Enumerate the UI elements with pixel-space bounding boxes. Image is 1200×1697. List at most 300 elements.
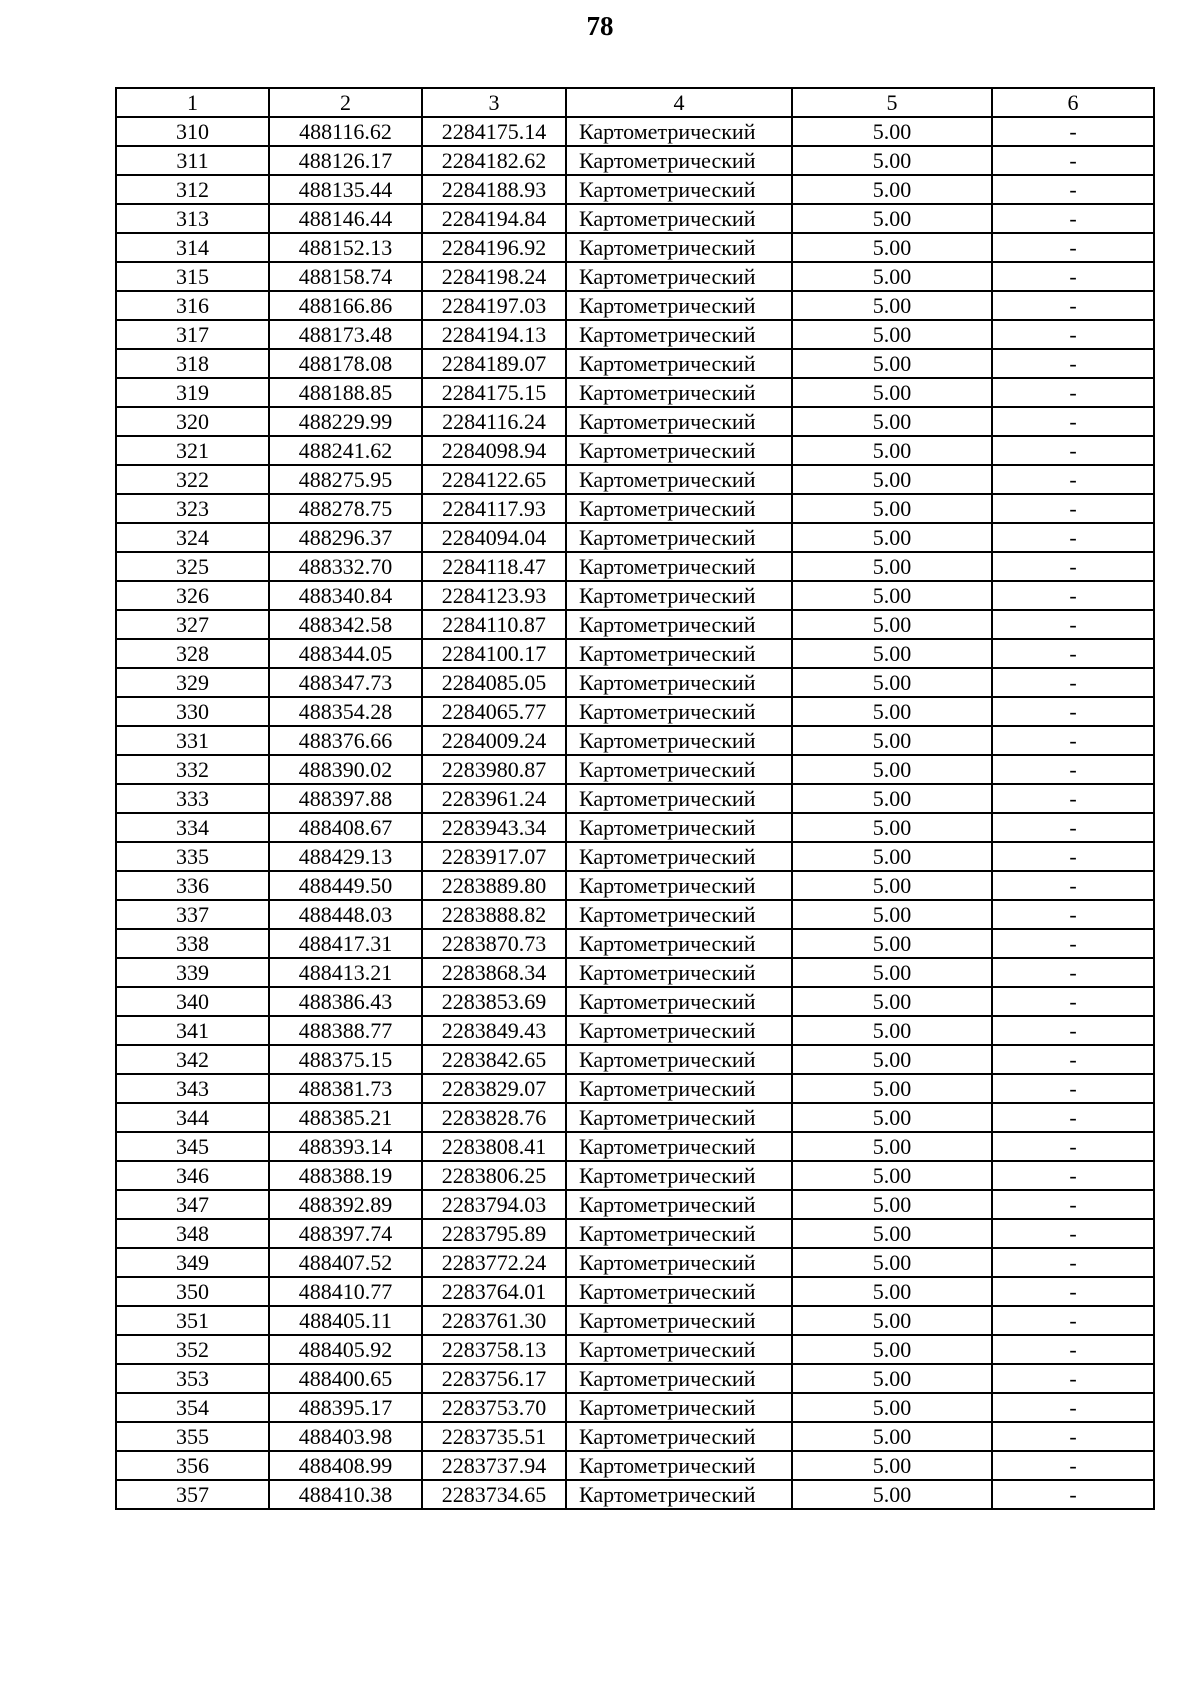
point-number-cell: 319 [116, 378, 269, 407]
x-coordinate-cell: 488392.89 [269, 1190, 422, 1219]
note-cell: - [992, 552, 1154, 581]
accuracy-cell: 5.00 [792, 900, 992, 929]
point-number-cell: 356 [116, 1451, 269, 1480]
note-cell: - [992, 1016, 1154, 1045]
method-cell: Картометрический [566, 1074, 792, 1103]
table-row [116, 755, 1154, 784]
y-coordinate-cell: 2283761.30 [422, 1306, 566, 1335]
method-cell: Картометрический [566, 1045, 792, 1074]
note-cell: - [992, 494, 1154, 523]
point-number-cell: 328 [116, 639, 269, 668]
y-coordinate-cell: 2284098.94 [422, 436, 566, 465]
accuracy-cell: 5.00 [792, 697, 992, 726]
accuracy-cell: 5.00 [792, 349, 992, 378]
point-number-cell: 336 [116, 871, 269, 900]
table-row [116, 175, 1154, 204]
accuracy-cell: 5.00 [792, 117, 992, 146]
note-cell: - [992, 581, 1154, 610]
note-cell: - [992, 146, 1154, 175]
accuracy-cell: 5.00 [792, 291, 992, 320]
y-coordinate-cell: 2283753.70 [422, 1393, 566, 1422]
accuracy-cell: 5.00 [792, 1277, 992, 1306]
accuracy-cell: 5.00 [792, 465, 992, 494]
x-coordinate-cell: 488173.48 [269, 320, 422, 349]
table-row [116, 1016, 1154, 1045]
x-coordinate-cell: 488188.85 [269, 378, 422, 407]
accuracy-cell: 5.00 [792, 146, 992, 175]
accuracy-cell: 5.00 [792, 204, 992, 233]
point-number-cell: 350 [116, 1277, 269, 1306]
x-coordinate-cell: 488278.75 [269, 494, 422, 523]
accuracy-cell: 5.00 [792, 958, 992, 987]
table-row [116, 726, 1154, 755]
x-coordinate-cell: 488342.58 [269, 610, 422, 639]
method-cell: Картометрический [566, 900, 792, 929]
y-coordinate-cell: 2283943.34 [422, 813, 566, 842]
accuracy-cell: 5.00 [792, 407, 992, 436]
point-number-cell: 333 [116, 784, 269, 813]
note-cell: - [992, 929, 1154, 958]
table-row [116, 1306, 1154, 1335]
method-cell: Картометрический [566, 668, 792, 697]
accuracy-cell: 5.00 [792, 320, 992, 349]
x-coordinate-cell: 488408.99 [269, 1451, 422, 1480]
table-row [116, 813, 1154, 842]
table-row [116, 233, 1154, 262]
y-coordinate-cell: 2284122.65 [422, 465, 566, 494]
method-cell: Картометрический [566, 552, 792, 581]
x-coordinate-cell: 488340.84 [269, 581, 422, 610]
point-number-cell: 326 [116, 581, 269, 610]
point-number-cell: 311 [116, 146, 269, 175]
y-coordinate-cell: 2284116.24 [422, 407, 566, 436]
method-cell: Картометрический [566, 958, 792, 987]
y-coordinate-cell: 2284175.15 [422, 378, 566, 407]
note-cell: - [992, 871, 1154, 900]
note-cell: - [992, 755, 1154, 784]
point-number-cell: 317 [116, 320, 269, 349]
y-coordinate-cell: 2283917.07 [422, 842, 566, 871]
x-coordinate-cell: 488407.52 [269, 1248, 422, 1277]
table-row [116, 1335, 1154, 1364]
accuracy-cell: 5.00 [792, 436, 992, 465]
y-coordinate-cell: 2284188.93 [422, 175, 566, 204]
note-cell: - [992, 1451, 1154, 1480]
note-cell: - [992, 1045, 1154, 1074]
x-coordinate-cell: 488354.28 [269, 697, 422, 726]
x-coordinate-cell: 488296.37 [269, 523, 422, 552]
table-row [116, 146, 1154, 175]
x-coordinate-cell: 488388.77 [269, 1016, 422, 1045]
x-coordinate-cell: 488405.11 [269, 1306, 422, 1335]
y-coordinate-cell: 2283868.34 [422, 958, 566, 987]
x-coordinate-cell: 488408.67 [269, 813, 422, 842]
x-coordinate-cell: 488417.31 [269, 929, 422, 958]
point-number-cell: 338 [116, 929, 269, 958]
table-row [116, 958, 1154, 987]
note-cell: - [992, 668, 1154, 697]
y-coordinate-cell: 2283980.87 [422, 755, 566, 784]
note-cell: - [992, 900, 1154, 929]
accuracy-cell: 5.00 [792, 1335, 992, 1364]
point-number-cell: 354 [116, 1393, 269, 1422]
note-cell: - [992, 842, 1154, 871]
point-number-cell: 345 [116, 1132, 269, 1161]
y-coordinate-cell: 2284065.77 [422, 697, 566, 726]
note-cell: - [992, 117, 1154, 146]
point-number-cell: 341 [116, 1016, 269, 1045]
point-number-cell: 321 [116, 436, 269, 465]
y-coordinate-cell: 2284117.93 [422, 494, 566, 523]
x-coordinate-cell: 488397.88 [269, 784, 422, 813]
y-coordinate-cell: 2284085.05 [422, 668, 566, 697]
x-coordinate-cell: 488332.70 [269, 552, 422, 581]
note-cell: - [992, 1422, 1154, 1451]
x-coordinate-cell: 488347.73 [269, 668, 422, 697]
point-number-cell: 312 [116, 175, 269, 204]
accuracy-cell: 5.00 [792, 1016, 992, 1045]
point-number-cell: 347 [116, 1190, 269, 1219]
note-cell: - [992, 1306, 1154, 1335]
accuracy-cell: 5.00 [792, 1306, 992, 1335]
x-coordinate-cell: 488410.38 [269, 1480, 422, 1509]
y-coordinate-cell: 2283756.17 [422, 1364, 566, 1393]
note-cell: - [992, 320, 1154, 349]
accuracy-cell: 5.00 [792, 610, 992, 639]
x-coordinate-cell: 488241.62 [269, 436, 422, 465]
point-number-cell: 337 [116, 900, 269, 929]
x-coordinate-cell: 488400.65 [269, 1364, 422, 1393]
accuracy-cell: 5.00 [792, 929, 992, 958]
accuracy-cell: 5.00 [792, 1219, 992, 1248]
y-coordinate-cell: 2284009.24 [422, 726, 566, 755]
y-coordinate-cell: 2284197.03 [422, 291, 566, 320]
method-cell: Картометрический [566, 262, 792, 291]
y-coordinate-cell: 2284123.93 [422, 581, 566, 610]
y-coordinate-cell: 2284194.84 [422, 204, 566, 233]
table-row [116, 552, 1154, 581]
note-cell: - [992, 1277, 1154, 1306]
note-cell: - [992, 726, 1154, 755]
x-coordinate-cell: 488390.02 [269, 755, 422, 784]
point-number-cell: 357 [116, 1480, 269, 1509]
y-coordinate-cell: 2284110.87 [422, 610, 566, 639]
accuracy-cell: 5.00 [792, 1248, 992, 1277]
method-cell: Картометрический [566, 523, 792, 552]
y-coordinate-cell: 2283849.43 [422, 1016, 566, 1045]
note-cell: - [992, 1132, 1154, 1161]
method-cell: Картометрический [566, 639, 792, 668]
table-row [116, 784, 1154, 813]
accuracy-cell: 5.00 [792, 1393, 992, 1422]
point-number-cell: 352 [116, 1335, 269, 1364]
x-coordinate-cell: 488397.74 [269, 1219, 422, 1248]
table-row [116, 465, 1154, 494]
table-row [116, 929, 1154, 958]
accuracy-cell: 5.00 [792, 1364, 992, 1393]
accuracy-cell: 5.00 [792, 987, 992, 1016]
table-row [116, 900, 1154, 929]
y-coordinate-cell: 2283758.13 [422, 1335, 566, 1364]
accuracy-cell: 5.00 [792, 494, 992, 523]
table-row [116, 494, 1154, 523]
accuracy-cell: 5.00 [792, 842, 992, 871]
accuracy-cell: 5.00 [792, 262, 992, 291]
point-number-cell: 313 [116, 204, 269, 233]
x-coordinate-cell: 488429.13 [269, 842, 422, 871]
table-row [116, 320, 1154, 349]
method-cell: Картометрический [566, 987, 792, 1016]
x-coordinate-cell: 488393.14 [269, 1132, 422, 1161]
x-coordinate-cell: 488385.21 [269, 1103, 422, 1132]
x-coordinate-cell: 488152.13 [269, 233, 422, 262]
method-cell: Картометрический [566, 871, 792, 900]
point-number-cell: 335 [116, 842, 269, 871]
method-cell: Картометрический [566, 1161, 792, 1190]
y-coordinate-cell: 2283842.65 [422, 1045, 566, 1074]
point-number-cell: 310 [116, 117, 269, 146]
y-coordinate-cell: 2284094.04 [422, 523, 566, 552]
y-coordinate-cell: 2284118.47 [422, 552, 566, 581]
x-coordinate-cell: 488126.17 [269, 146, 422, 175]
note-cell: - [992, 175, 1154, 204]
method-cell: Картометрический [566, 1306, 792, 1335]
point-number-cell: 315 [116, 262, 269, 291]
x-coordinate-cell: 488275.95 [269, 465, 422, 494]
table-row [116, 436, 1154, 465]
y-coordinate-cell: 2283870.73 [422, 929, 566, 958]
method-cell: Картометрический [566, 436, 792, 465]
method-cell: Картометрический [566, 291, 792, 320]
x-coordinate-cell: 488395.17 [269, 1393, 422, 1422]
x-coordinate-cell: 488410.77 [269, 1277, 422, 1306]
x-coordinate-cell: 488413.21 [269, 958, 422, 987]
accuracy-cell: 5.00 [792, 552, 992, 581]
y-coordinate-cell: 2283888.82 [422, 900, 566, 929]
table-row [116, 1103, 1154, 1132]
point-number-cell: 334 [116, 813, 269, 842]
column-header-1: 1 [116, 88, 269, 117]
accuracy-cell: 5.00 [792, 233, 992, 262]
point-number-cell: 355 [116, 1422, 269, 1451]
x-coordinate-cell: 488386.43 [269, 987, 422, 1016]
note-cell: - [992, 784, 1154, 813]
table-row [116, 1219, 1154, 1248]
note-cell: - [992, 1161, 1154, 1190]
note-cell: - [992, 1103, 1154, 1132]
y-coordinate-cell: 2283795.89 [422, 1219, 566, 1248]
x-coordinate-cell: 488166.86 [269, 291, 422, 320]
note-cell: - [992, 813, 1154, 842]
method-cell: Картометрический [566, 378, 792, 407]
column-header-2: 2 [269, 88, 422, 117]
x-coordinate-cell: 488178.08 [269, 349, 422, 378]
table-header-row [116, 88, 1154, 117]
note-cell: - [992, 639, 1154, 668]
note-cell: - [992, 610, 1154, 639]
note-cell: - [992, 958, 1154, 987]
point-number-cell: 314 [116, 233, 269, 262]
point-number-cell: 329 [116, 668, 269, 697]
accuracy-cell: 5.00 [792, 784, 992, 813]
y-coordinate-cell: 2283806.25 [422, 1161, 566, 1190]
point-number-cell: 325 [116, 552, 269, 581]
method-cell: Картометрический [566, 697, 792, 726]
y-coordinate-cell: 2283961.24 [422, 784, 566, 813]
point-number-cell: 323 [116, 494, 269, 523]
point-number-cell: 353 [116, 1364, 269, 1393]
note-cell: - [992, 1364, 1154, 1393]
y-coordinate-cell: 2284189.07 [422, 349, 566, 378]
y-coordinate-cell: 2283889.80 [422, 871, 566, 900]
method-cell: Картометрический [566, 1335, 792, 1364]
point-number-cell: 351 [116, 1306, 269, 1335]
method-cell: Картометрический [566, 465, 792, 494]
point-number-cell: 322 [116, 465, 269, 494]
note-cell: - [992, 233, 1154, 262]
point-number-cell: 318 [116, 349, 269, 378]
y-coordinate-cell: 2283794.03 [422, 1190, 566, 1219]
point-number-cell: 344 [116, 1103, 269, 1132]
y-coordinate-cell: 2284194.13 [422, 320, 566, 349]
table-row [116, 378, 1154, 407]
accuracy-cell: 5.00 [792, 1451, 992, 1480]
x-coordinate-cell: 488344.05 [269, 639, 422, 668]
note-cell: - [992, 349, 1154, 378]
method-cell: Картометрический [566, 842, 792, 871]
table-row [116, 987, 1154, 1016]
table-row [116, 523, 1154, 552]
point-number-cell: 332 [116, 755, 269, 784]
table-row [116, 117, 1154, 146]
point-number-cell: 348 [116, 1219, 269, 1248]
method-cell: Картометрический [566, 1248, 792, 1277]
method-cell: Картометрический [566, 117, 792, 146]
accuracy-cell: 5.00 [792, 1480, 992, 1509]
note-cell: - [992, 262, 1154, 291]
table-row [116, 1132, 1154, 1161]
column-header-3: 3 [422, 88, 566, 117]
point-number-cell: 330 [116, 697, 269, 726]
method-cell: Картометрический [566, 755, 792, 784]
note-cell: - [992, 987, 1154, 1016]
x-coordinate-cell: 488448.03 [269, 900, 422, 929]
table-row [116, 204, 1154, 233]
method-cell: Картометрический [566, 233, 792, 262]
y-coordinate-cell: 2283735.51 [422, 1422, 566, 1451]
y-coordinate-cell: 2283772.24 [422, 1248, 566, 1277]
method-cell: Картометрический [566, 1277, 792, 1306]
accuracy-cell: 5.00 [792, 175, 992, 204]
table-row [116, 1248, 1154, 1277]
note-cell: - [992, 1074, 1154, 1103]
method-cell: Картометрический [566, 581, 792, 610]
method-cell: Картометрический [566, 320, 792, 349]
y-coordinate-cell: 2284100.17 [422, 639, 566, 668]
accuracy-cell: 5.00 [792, 1190, 992, 1219]
y-coordinate-cell: 2283737.94 [422, 1451, 566, 1480]
point-number-cell: 339 [116, 958, 269, 987]
point-number-cell: 343 [116, 1074, 269, 1103]
y-coordinate-cell: 2283853.69 [422, 987, 566, 1016]
table-row [116, 668, 1154, 697]
y-coordinate-cell: 2284196.92 [422, 233, 566, 262]
x-coordinate-cell: 488381.73 [269, 1074, 422, 1103]
note-cell: - [992, 407, 1154, 436]
accuracy-cell: 5.00 [792, 1074, 992, 1103]
accuracy-cell: 5.00 [792, 1103, 992, 1132]
note-cell: - [992, 1219, 1154, 1248]
method-cell: Картометрический [566, 1219, 792, 1248]
table-row [116, 842, 1154, 871]
note-cell: - [992, 436, 1154, 465]
column-header-5: 5 [792, 88, 992, 117]
method-cell: Картометрический [566, 929, 792, 958]
y-coordinate-cell: 2284182.62 [422, 146, 566, 175]
y-coordinate-cell: 2284198.24 [422, 262, 566, 291]
x-coordinate-cell: 488229.99 [269, 407, 422, 436]
x-coordinate-cell: 488376.66 [269, 726, 422, 755]
point-number-cell: 324 [116, 523, 269, 552]
point-number-cell: 342 [116, 1045, 269, 1074]
table-body [116, 117, 1154, 1509]
point-number-cell: 320 [116, 407, 269, 436]
table-row [116, 349, 1154, 378]
x-coordinate-cell: 488116.62 [269, 117, 422, 146]
accuracy-cell: 5.00 [792, 755, 992, 784]
accuracy-cell: 5.00 [792, 726, 992, 755]
table-row [116, 1422, 1154, 1451]
method-cell: Картометрический [566, 726, 792, 755]
point-number-cell: 331 [116, 726, 269, 755]
table-row [116, 1161, 1154, 1190]
y-coordinate-cell: 2283764.01 [422, 1277, 566, 1306]
method-cell: Картометрический [566, 1016, 792, 1045]
note-cell: - [992, 1248, 1154, 1277]
method-cell: Картометрический [566, 204, 792, 233]
note-cell: - [992, 291, 1154, 320]
column-header-6: 6 [992, 88, 1154, 117]
accuracy-cell: 5.00 [792, 1132, 992, 1161]
table-row [116, 1364, 1154, 1393]
column-header-4: 4 [566, 88, 792, 117]
method-cell: Картометрический [566, 494, 792, 523]
page-number: 78 [586, 11, 614, 41]
note-cell: - [992, 465, 1154, 494]
y-coordinate-cell: 2284175.14 [422, 117, 566, 146]
y-coordinate-cell: 2283734.65 [422, 1480, 566, 1509]
table-row [116, 610, 1154, 639]
point-number-cell: 316 [116, 291, 269, 320]
y-coordinate-cell: 2283829.07 [422, 1074, 566, 1103]
table-row [116, 581, 1154, 610]
point-number-cell: 346 [116, 1161, 269, 1190]
point-number-cell: 349 [116, 1248, 269, 1277]
accuracy-cell: 5.00 [792, 813, 992, 842]
method-cell: Картометрический [566, 1393, 792, 1422]
x-coordinate-cell: 488388.19 [269, 1161, 422, 1190]
note-cell: - [992, 1393, 1154, 1422]
accuracy-cell: 5.00 [792, 1161, 992, 1190]
x-coordinate-cell: 488405.92 [269, 1335, 422, 1364]
method-cell: Картометрический [566, 1480, 792, 1509]
x-coordinate-cell: 488403.98 [269, 1422, 422, 1451]
table-row [116, 407, 1154, 436]
note-cell: - [992, 1190, 1154, 1219]
accuracy-cell: 5.00 [792, 871, 992, 900]
x-coordinate-cell: 488158.74 [269, 262, 422, 291]
method-cell: Картометрический [566, 146, 792, 175]
